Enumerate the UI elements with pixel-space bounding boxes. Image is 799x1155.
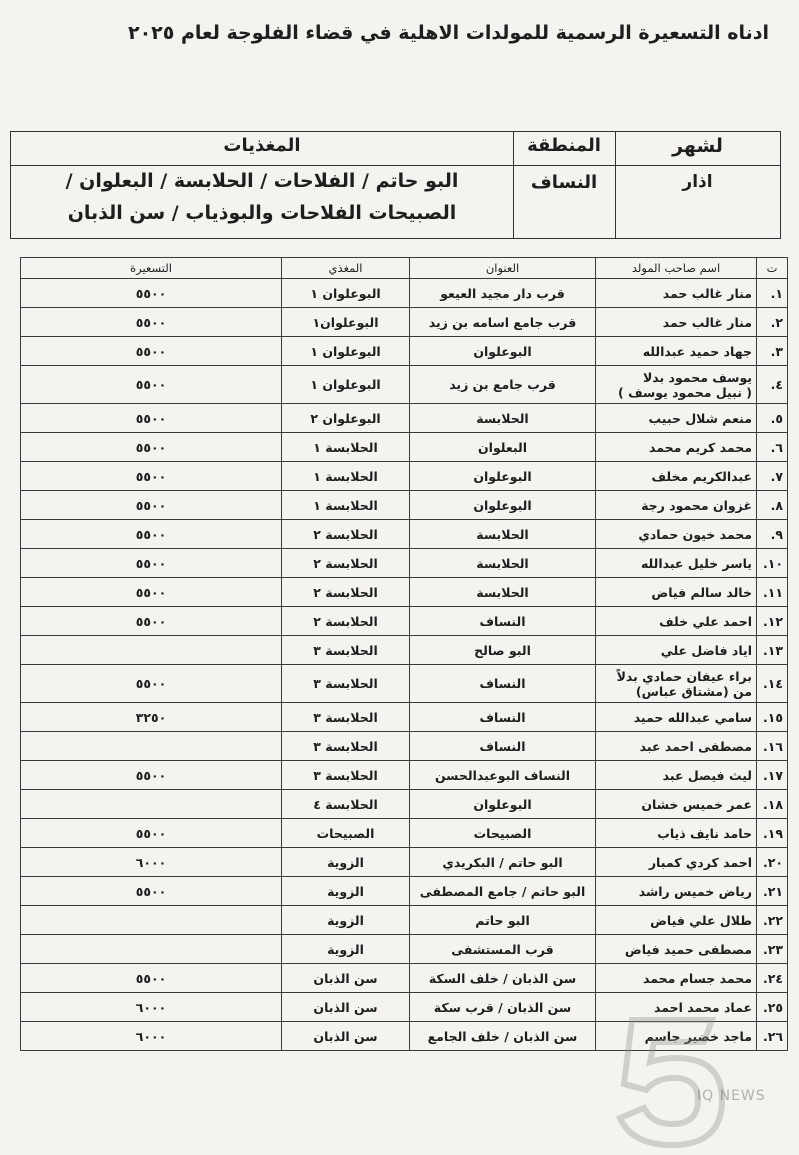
address: البو حاتم / جامع المصطفى [410, 877, 596, 906]
owner-name [596, 491, 757, 520]
owner-name-line: رياض خميس راشد [638, 883, 752, 899]
feeder: الحلابسة ٢ [282, 607, 410, 636]
table-row [21, 906, 788, 935]
table-row [21, 520, 788, 549]
address: البوعلوان [410, 790, 596, 819]
feeder: الحلابسة ٢ [282, 520, 410, 549]
table-row [21, 761, 788, 790]
address: قرب المستشفى [410, 935, 596, 964]
owner-name-line: يوسف محمود بدلا [642, 369, 752, 385]
owner-name-line: براء عيفان حمادي بدلاً [616, 668, 752, 684]
info-box [10, 131, 781, 239]
feeder: الحلابسة ٣ [282, 761, 410, 790]
feeder: البوعلوان ١ [282, 366, 410, 404]
price: ٦٠٠٠ [21, 993, 282, 1022]
address: النساف [410, 607, 596, 636]
table-header-row [21, 258, 788, 279]
owner-name [596, 790, 757, 819]
owner-name [596, 636, 757, 665]
price: ٥٥٠٠ [21, 520, 282, 549]
owner-name-line: عماد محمد احمد [654, 999, 752, 1015]
owner-name [596, 433, 757, 462]
price: ٥٥٠٠ [21, 337, 282, 366]
row-number: ١١. [757, 578, 788, 607]
owner-name [596, 462, 757, 491]
owner-name [596, 665, 757, 703]
address: النساف [410, 732, 596, 761]
price: ٥٥٠٠ [21, 549, 282, 578]
owner-name-line: اياد فاضل علي [660, 642, 752, 658]
owner-name [596, 906, 757, 935]
table-row [21, 337, 788, 366]
owner-name [596, 578, 757, 607]
feeder: الحلابسة ١ [282, 491, 410, 520]
owner-name-line: ماجد خضير جاسم [644, 1028, 752, 1044]
row-number: ٢١. [757, 877, 788, 906]
address: الحلابسة [410, 549, 596, 578]
header-address: العنوان [410, 258, 596, 279]
table-row [21, 549, 788, 578]
row-number: ١٢. [757, 607, 788, 636]
row-number: ١٥. [757, 703, 788, 732]
feeder: البوعلوان١ [282, 308, 410, 337]
address: قرب دار مجيد العيعو [410, 279, 596, 308]
address: البعلوان [410, 433, 596, 462]
owner-name-line: منار غالب حمد [662, 314, 752, 330]
row-number: ١٧. [757, 761, 788, 790]
feeder: الحلابسة ٣ [282, 636, 410, 665]
table-row [21, 848, 788, 877]
table-row [21, 819, 788, 848]
price: ٥٥٠٠ [21, 877, 282, 906]
price: ٥٥٠٠ [21, 366, 282, 404]
feeder: الحلابسة ١ [282, 462, 410, 491]
feeder: الزوية [282, 935, 410, 964]
price: ٥٥٠٠ [21, 404, 282, 433]
owner-name [596, 308, 757, 337]
address: البو حاتم / البكريدي [410, 848, 596, 877]
feeder: البوعلوان ٢ [282, 404, 410, 433]
row-number: ١. [757, 279, 788, 308]
table-row [21, 665, 788, 703]
address: البو حاتم [410, 906, 596, 935]
price [21, 790, 282, 819]
row-number: ٣. [757, 337, 788, 366]
price: ٣٢٥٠ [21, 703, 282, 732]
owner-name-line: حامد نايف ذياب [657, 825, 752, 841]
price: ٥٥٠٠ [21, 308, 282, 337]
address: النساف [410, 665, 596, 703]
feeder: الحلابسة ٣ [282, 732, 410, 761]
price [21, 935, 282, 964]
owner-name [596, 520, 757, 549]
row-number: ١٨. [757, 790, 788, 819]
feeds-line-1: البو حاتم / الفلاحات / الحلابسة / البعلوان / [65, 170, 459, 192]
feeder: سن الذبان [282, 964, 410, 993]
price: ٥٥٠٠ [21, 279, 282, 308]
feeds-label: المغذيات [223, 135, 301, 156]
row-number: ٧. [757, 462, 788, 491]
table-row [21, 462, 788, 491]
owner-name-line-2: من (مشتاق عباس) [635, 683, 752, 699]
address: الحلابسة [410, 520, 596, 549]
feeder: البوعلوان ١ [282, 279, 410, 308]
owner-name-line: احمد كردي كمبار [648, 854, 752, 870]
table-row [21, 578, 788, 607]
price: ٥٥٠٠ [21, 819, 282, 848]
page-title: ادناه التسعيرة الرسمية للمولدات الاهلية في قضاء الفلوجة لعام ٢٠٢٥ [127, 22, 769, 44]
table-row [21, 790, 788, 819]
price: ٦٠٠٠ [21, 848, 282, 877]
address: الصبيحات [410, 819, 596, 848]
owner-name-line: غزوان محمود رجة [641, 497, 752, 513]
address: النساف البوعبدالحسن [410, 761, 596, 790]
row-number: ١٠. [757, 549, 788, 578]
row-number: ٦. [757, 433, 788, 462]
table-row [21, 964, 788, 993]
price: ٥٥٠٠ [21, 433, 282, 462]
owner-name [596, 761, 757, 790]
price: ٥٥٠٠ [21, 964, 282, 993]
feeder: الصبيحات [282, 819, 410, 848]
owner-name-line: طلال علي فياض [650, 912, 752, 928]
price [21, 636, 282, 665]
owner-name-line: جهاد حميد عبدالله [642, 343, 752, 359]
price: ٥٥٠٠ [21, 607, 282, 636]
owner-name [596, 877, 757, 906]
table-row [21, 404, 788, 433]
price: ٥٥٠٠ [21, 665, 282, 703]
owner-name [596, 703, 757, 732]
owner-name [596, 732, 757, 761]
feeder: الحلابسة ٣ [282, 703, 410, 732]
address: البو صالح [410, 636, 596, 665]
month-value: اذار [682, 172, 713, 192]
table-row [21, 636, 788, 665]
price: ٦٠٠٠ [21, 1022, 282, 1051]
owner-name [596, 279, 757, 308]
owner-name [596, 819, 757, 848]
address: البوعلوان [410, 462, 596, 491]
price: ٥٥٠٠ [21, 761, 282, 790]
header-owner: اسم صاحب المولد [596, 258, 757, 279]
feeder: الحلابسة ٣ [282, 665, 410, 703]
price [21, 906, 282, 935]
owner-name [596, 935, 757, 964]
watermark-logo [592, 1000, 767, 1150]
owner-name-line: احمد علي خلف [659, 613, 752, 629]
owner-name-line: سامي عبدالله حميد [633, 709, 752, 725]
row-number: ٩. [757, 520, 788, 549]
address: الحلابسة [410, 578, 596, 607]
region-value: النساف [530, 172, 598, 193]
owner-name-line: محمد خيون حمادي [638, 526, 752, 542]
address: البوعلوان [410, 337, 596, 366]
feeder: الزوية [282, 877, 410, 906]
table-row [21, 279, 788, 308]
address: سن الذبان / خلف السكة [410, 964, 596, 993]
price: ٥٥٠٠ [21, 578, 282, 607]
feeder: الزوية [282, 906, 410, 935]
watermark-text: IQ NEWS [697, 1088, 766, 1104]
address: سن الذبان / قرب سكة [410, 993, 596, 1022]
feeder: سن الذبان [282, 993, 410, 1022]
owner-name-line: خالد سالم فياض [651, 584, 752, 600]
owner-name-line: منعم شلال حبيب [648, 410, 752, 426]
row-number: ٢٠. [757, 848, 788, 877]
owner-name-line: ياسر خليل عبدالله [640, 555, 752, 571]
row-number: ١٤. [757, 665, 788, 703]
table-row [21, 491, 788, 520]
owner-name-line: عمر خميس خشان [641, 796, 752, 812]
row-number: ٢. [757, 308, 788, 337]
owner-name-line: مصطفى حميد فياض [624, 941, 752, 957]
owner-name [596, 607, 757, 636]
table-row [21, 366, 788, 404]
owner-name-line: ليث فيصل عبد [662, 767, 752, 783]
owner-name-line: مصطفى احمد عبد [639, 738, 752, 754]
feeder: الزوية [282, 848, 410, 877]
owner-name [596, 549, 757, 578]
table-row [21, 607, 788, 636]
row-number: ٢٦. [757, 1022, 788, 1051]
region-label: المنطقة [527, 135, 601, 156]
row-number: ٢٢. [757, 906, 788, 935]
generators-table [20, 257, 788, 1051]
row-number: ٤. [757, 366, 788, 404]
header-price: التسعيرة [21, 258, 282, 279]
row-number: ٢٣. [757, 935, 788, 964]
feeder: الحلابسة ٢ [282, 578, 410, 607]
row-number: ٥. [757, 404, 788, 433]
address: قرب جامع بن زيد [410, 366, 596, 404]
row-number: ١٩. [757, 819, 788, 848]
table-row [21, 308, 788, 337]
owner-name [596, 404, 757, 433]
feeder: سن الذبان [282, 1022, 410, 1051]
header-num: ت [757, 258, 788, 279]
price: ٥٥٠٠ [21, 491, 282, 520]
row-number: ٢٤. [757, 964, 788, 993]
table-row [21, 703, 788, 732]
row-number: ٨. [757, 491, 788, 520]
owner-name [596, 964, 757, 993]
row-number: ١٦. [757, 732, 788, 761]
row-number: ١٣. [757, 636, 788, 665]
address: سن الذبان / خلف الجامع [410, 1022, 596, 1051]
table-row [21, 433, 788, 462]
owner-name-line: منار غالب حمد [662, 285, 752, 301]
owner-name-line: محمد كريم محمد [649, 439, 752, 455]
table-row [21, 935, 788, 964]
address: النساف [410, 703, 596, 732]
table-row [21, 732, 788, 761]
feeder: البوعلوان ١ [282, 337, 410, 366]
address: قرب جامع اسامه بن زيد [410, 308, 596, 337]
address: البوعلوان [410, 491, 596, 520]
header-feeder: المغذي [282, 258, 410, 279]
feeder: الحلابسة ٤ [282, 790, 410, 819]
address: الحلابسة [410, 404, 596, 433]
month-label: لشهر [672, 135, 723, 157]
owner-name [596, 366, 757, 404]
feeds-line-2: الصبيحات الفلاحات والبوذياب / سن الذبان [67, 202, 457, 224]
feeder: الحلابسة ١ [282, 433, 410, 462]
row-number: ٢٥. [757, 993, 788, 1022]
price: ٥٥٠٠ [21, 462, 282, 491]
price [21, 732, 282, 761]
owner-name-line-2: ( نبيل محمود يوسف ) [618, 384, 752, 400]
owner-name-line: محمد جسام محمد [643, 970, 752, 986]
owner-name [596, 337, 757, 366]
owner-name [596, 848, 757, 877]
feeder: الحلابسة ٢ [282, 549, 410, 578]
table-row [21, 877, 788, 906]
owner-name-line: عبدالكريم مخلف [651, 468, 752, 484]
